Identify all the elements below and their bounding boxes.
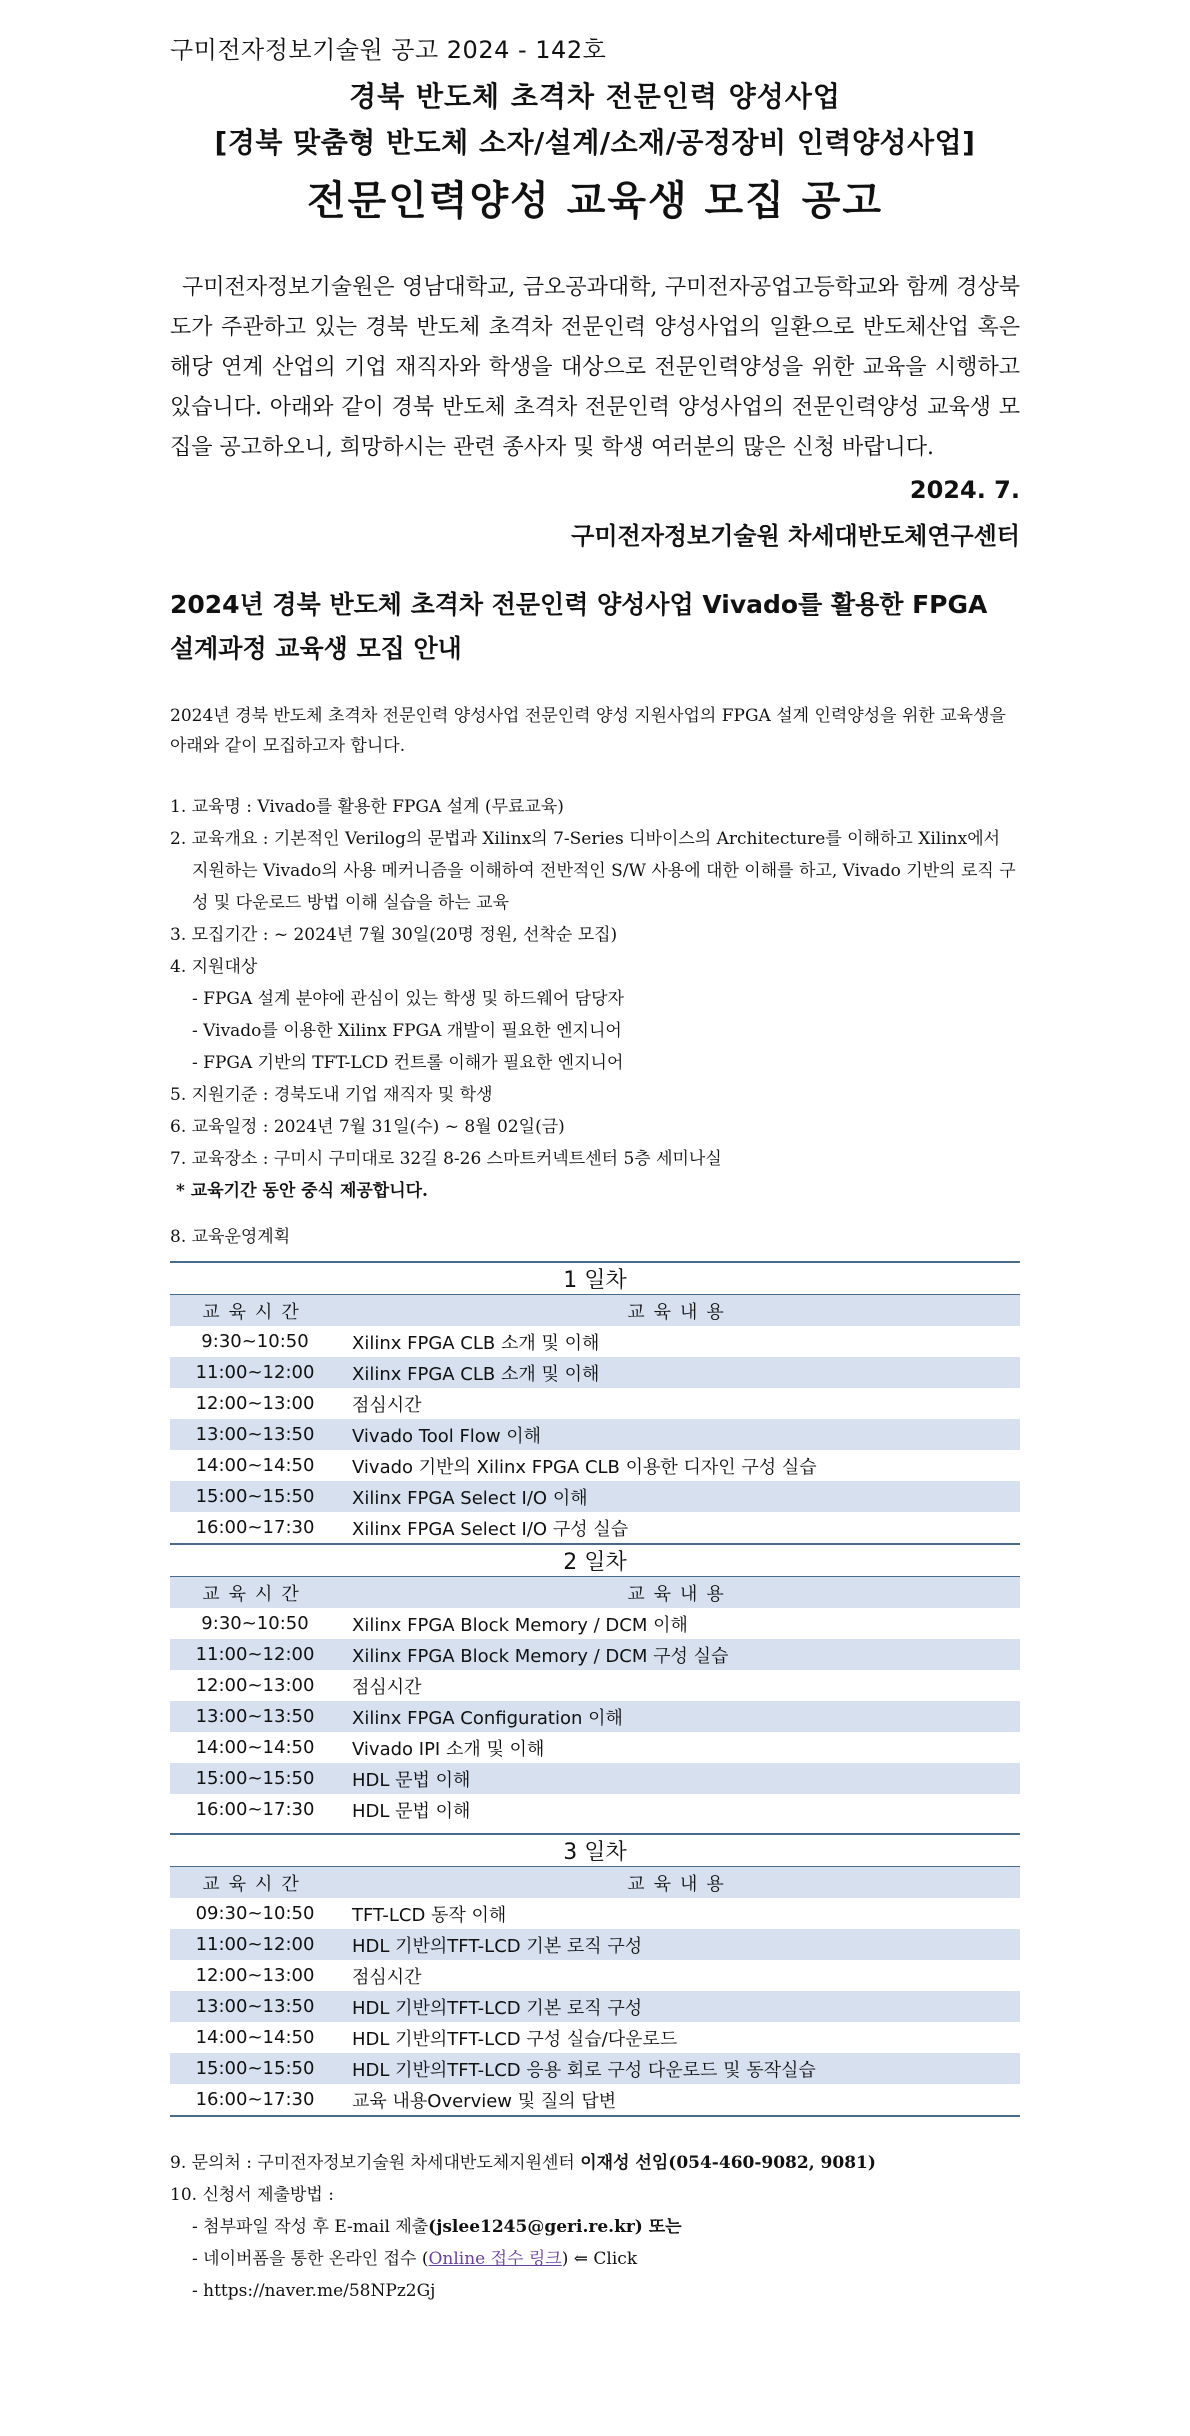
table-row (170, 1898, 1020, 1929)
row-content: Xilinx FPGA Block Memory / DCM 이해 (352, 1614, 688, 1636)
table-row (170, 1794, 1020, 1825)
table-row (170, 2084, 1020, 2115)
row-content: Xilinx FPGA Select I/O 구성 실습 (352, 1518, 629, 1540)
schedule-day-2 (170, 1543, 1020, 1825)
table-end-rule (170, 2115, 1020, 2117)
col-header-time: 교육시간 (170, 1577, 340, 1609)
item-recruit-period: 3. 모집기간 : ~ 2024년 7월 30일(20명 정원, 선착순 모집) (170, 925, 618, 945)
row-content: Vivado 기반의 Xilinx FPGA CLB 이용한 디자인 구성 실습 (352, 1456, 817, 1478)
row-time: 16:00~17:30 (195, 2089, 315, 2110)
table-row (170, 1326, 1020, 1357)
table-row (170, 1388, 1020, 1419)
title-line-1: 경북 반도체 초격차 전문인력 양성사업 (349, 80, 841, 113)
row-time: 15:00~15:50 (170, 1481, 340, 1512)
item-criteria: 5. 지원기준 : 경북도내 기업 재직자 및 학생 (170, 1085, 493, 1105)
row-time: 15:00~15:50 (170, 1763, 340, 1794)
schedule-day-3 (170, 1833, 1020, 2117)
table-row (170, 1732, 1020, 1763)
row-content: 교육 내용Overview 및 질의 답변 (352, 2090, 617, 2112)
contact-person: 이재성 선임(054-460-9082, 9081) (580, 2153, 876, 2173)
section-description: 2024년 경북 반도체 초격차 전문인력 양성사업 전문인력 양성 지원사업의 FPGA 설계 인력양성을 위한 교육생을 아래와 같이 모집하고자 합니다. (170, 706, 1006, 756)
item-course-name: 1. 교육명 : Vivado를 활용한 FPGA 설계 (무료교육) (170, 797, 564, 817)
table-row (170, 2022, 1020, 2053)
row-content: Vivado IPI 소개 및 이해 (352, 1738, 545, 1760)
row-content: HDL 기반의TFT-LCD 응용 회로 구성 다운로드 및 동작실습 (340, 2053, 1020, 2084)
row-content: HDL 기반의TFT-LCD 기본 로직 구성 (340, 1929, 1020, 1960)
day-title: 1 일차 (170, 1262, 1020, 1295)
document-page (170, 30, 1020, 2307)
table-row (170, 1419, 1020, 1450)
day-title: 2 일차 (170, 1544, 1020, 1577)
row-time: 14:00~14:50 (195, 1455, 315, 1476)
row-content: Xilinx FPGA Configuration 이해 (340, 1701, 1020, 1732)
online-prefix: - 네이버폼을 통한 온라인 접수 ( (192, 2249, 429, 2269)
contact-prefix: 9. 문의처 : 구미전자정보기술원 차세대반도체지원센터 (170, 2153, 581, 2173)
row-time: 9:30~10:50 (201, 1613, 309, 1634)
title-line-2: [경북 맞춤형 반도체 소자/설계/소재/공정장비 인력양성사업] (214, 126, 976, 159)
section-title: 2024년 경북 반도체 초격차 전문인력 양성사업 Vivado를 활용한 FPGA 설계과정 교육생 모집 안내 (170, 590, 988, 663)
row-content: Xilinx FPGA Block Memory / DCM 구성 실습 (340, 1639, 1020, 1670)
row-content: Xilinx FPGA CLB 소개 및 이해 (352, 1332, 600, 1354)
item-operation-plan: 8. 교육운영계획 (170, 1227, 291, 1247)
target-c: - FPGA 기반의 TFT-LCD 컨트롤 이해가 필요한 엔지니어 (192, 1053, 624, 1073)
info-list (170, 791, 1020, 1253)
target-b: - Vivado를 이용한 Xilinx FPGA 개발이 필요한 엔지니어 (192, 1021, 622, 1041)
row-content: HDL 기반의TFT-LCD 구성 실습/다운로드 (352, 2028, 678, 2050)
col-header-time: 교육시간 (170, 1295, 340, 1327)
submission-email (170, 2211, 1020, 2243)
col-header-content: 교육내용 (340, 1295, 1020, 1327)
table-row (170, 1512, 1020, 1543)
schedule-table-day-1 (170, 1261, 1020, 1543)
table-row (170, 1357, 1020, 1388)
row-time: 11:00~12:00 (170, 1639, 340, 1670)
row-content: HDL 기반의TFT-LCD 기본 로직 구성 (340, 1991, 1020, 2022)
row-content: Xilinx FPGA CLB 소개 및 이해 (340, 1357, 1020, 1388)
row-time: 16:00~17:30 (195, 1517, 315, 1538)
row-time: 14:00~14:50 (195, 2027, 315, 2048)
notice-date: 2024. 7. (909, 476, 1020, 504)
row-time: 12:00~13:00 (195, 1675, 315, 1696)
table-row (170, 1608, 1020, 1639)
issuing-org: 구미전자정보기술원 차세대반도체연구센터 (571, 522, 1020, 550)
intro-paragraph: 구미전자정보기술원은 영남대학교, 금오공과대학, 구미전자공업고등학교와 함께 경상북도가 주관하고 있는 경북 반도체 초격차 전문인력 양성사업의 일환으로 반도체산업 혹은 해당 연계 산업의 기업 재직자와 학생을 대상으로 전문인력양성을 위한 교육을 시행하고 있습니다. 아래와 같이 경북 반도체 초격차 전문인력 양성사업의 전문인력양성 교육생 모집을 공고하오니, 희망하시는 관련 종사자 및 학생 여러분의 많은 신청 바랍니다. (170, 275, 1020, 460)
table-row (170, 1670, 1020, 1701)
submission-online (170, 2243, 1020, 2275)
online-suffix: ) ⇐ Click (561, 2249, 638, 2269)
row-time: 13:00~13:50 (170, 1419, 340, 1450)
email-prefix: - 첨부파일 작성 후 E-mail 제출 (192, 2217, 429, 2237)
row-time: 14:00~14:50 (195, 1737, 315, 1758)
row-time: 11:00~12:00 (170, 1929, 340, 1960)
row-content: HDL 문법 이해 (352, 1800, 471, 1822)
notice-number: 구미전자정보기술원 공고 2024 - 142호 (170, 36, 607, 64)
lunch-note: * 교육기간 동안 중식 제공합니다. (176, 1181, 428, 1201)
row-time: 09:30~10:50 (195, 1903, 315, 1924)
row-content: Vivado Tool Flow 이해 (340, 1419, 1020, 1450)
table-row (170, 1991, 1020, 2022)
row-content: TFT-LCD 동작 이해 (352, 1904, 507, 1926)
row-time: 12:00~13:00 (195, 1393, 315, 1414)
row-time: 11:00~12:00 (170, 1357, 340, 1388)
row-time: 16:00~17:30 (195, 1799, 315, 1820)
submission-url[interactable]: - https://naver.me/58NPz2Gj (192, 2281, 436, 2301)
online-apply-link[interactable]: Online 접수 링크 (428, 2249, 562, 2269)
item-submission: 10. 신청서 제출방법 : (170, 2185, 334, 2205)
table-row (170, 2053, 1020, 2084)
table-row (170, 1481, 1020, 1512)
contact-section (170, 2147, 1020, 2307)
row-content: 점심시간 (352, 1676, 422, 1698)
item-overview: 2. 교육개요 : 기본적인 Verilog의 문법과 Xilinx의 7-Series 디바이스의 Architecture를 이해하고 Xilinx에서 지원하는 Vivado의 사용 메커니즘을 이해하여 전반적인 S/W 사용에 대한 이해를 하고, Vivado 기반의 로직 구성 및 다운로드 방법 이해 실습을 하는 교육 (170, 829, 1016, 913)
row-time: 13:00~13:50 (170, 1991, 340, 2022)
table-row (170, 1763, 1020, 1794)
row-content: Xilinx FPGA Select I/O 이해 (340, 1481, 1020, 1512)
item-location: 7. 교육장소 : 구미시 구미대로 32길 8-26 스마트커넥트센터 5층 세미나실 (170, 1149, 722, 1169)
row-content: 점심시간 (352, 1966, 422, 1988)
target-a: - FPGA 설계 분야에 관심이 있는 학생 및 하드웨어 담당자 (192, 989, 624, 1009)
table-row (170, 1929, 1020, 1960)
table-row (170, 1960, 1020, 1991)
main-title: 전문인력양성 교육생 모집 공고 (306, 178, 884, 224)
table-row (170, 1639, 1020, 1670)
table-row (170, 1701, 1020, 1732)
day-title: 3 일차 (170, 1834, 1020, 1867)
item-schedule: 6. 교육일정 : 2024년 7월 31일(수) ~ 8월 02일(금) (170, 1117, 565, 1137)
row-time: 9:30~10:50 (201, 1331, 309, 1352)
row-time: 15:00~15:50 (170, 2053, 340, 2084)
schedule-day-1 (170, 1261, 1020, 1543)
email-address[interactable]: (jslee1245@geri.re.kr) 또는 (428, 2217, 682, 2237)
row-content: HDL 문법 이해 (340, 1763, 1020, 1794)
col-header-content: 교육내용 (340, 1867, 1020, 1899)
table-row (170, 1450, 1020, 1481)
schedule-table-day-3 (170, 1833, 1020, 2115)
item-contact (170, 2147, 1020, 2179)
item-target: 4. 지원대상 (170, 957, 258, 977)
row-time: 13:00~13:50 (170, 1701, 340, 1732)
col-header-time: 교육시간 (170, 1867, 340, 1899)
row-content: 점심시간 (352, 1394, 422, 1416)
schedule-table-day-2 (170, 1543, 1020, 1825)
row-time: 12:00~13:00 (195, 1965, 315, 1986)
col-header-content: 교육내용 (340, 1577, 1020, 1609)
